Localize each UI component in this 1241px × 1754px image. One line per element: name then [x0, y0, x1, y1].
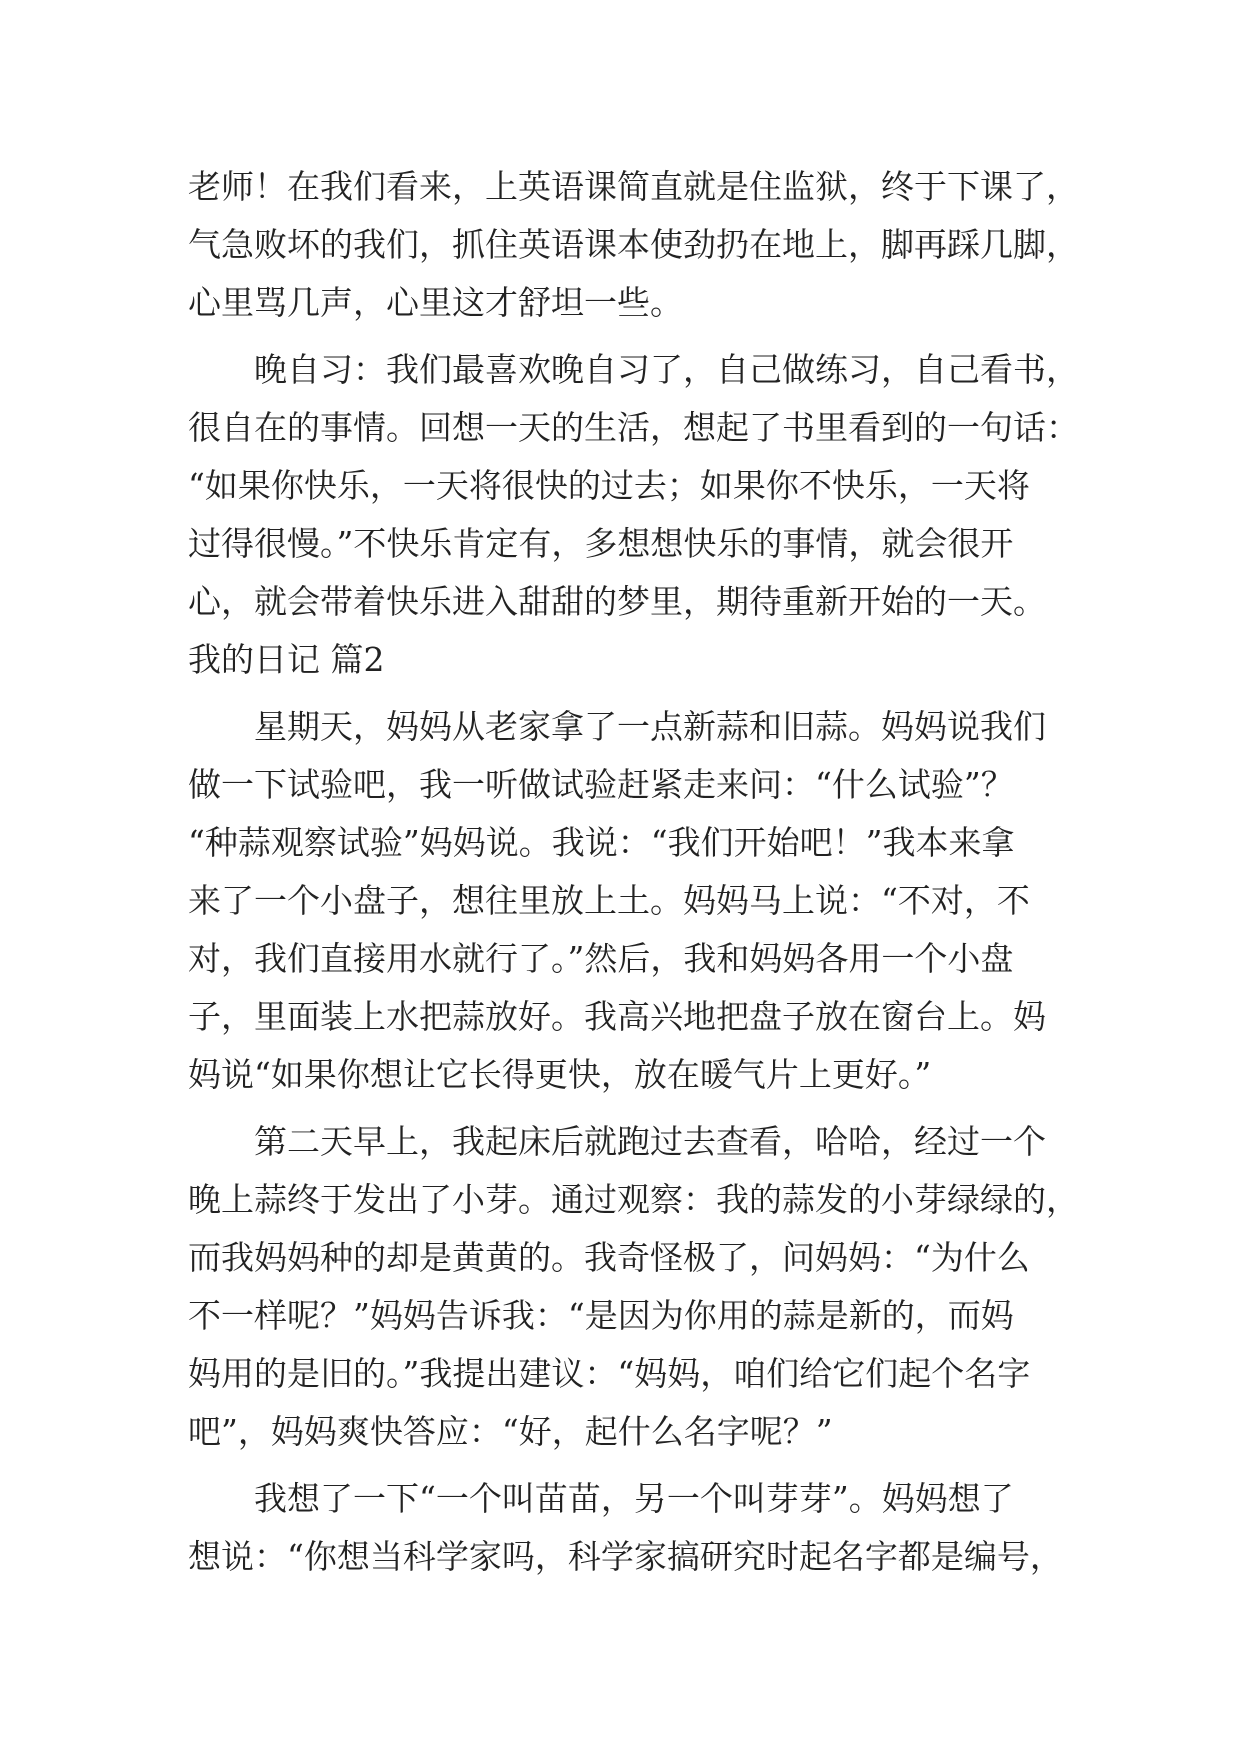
paragraph-start-line: 晚自习：我们最喜欢晚自习了，自己做练习，自己看书，	[254, 350, 1079, 389]
text-line: 妈用的是旧的。”我提出建议：“妈妈，咱们给它们起个名字	[188, 1354, 1031, 1393]
document-body	[188, 158, 1079, 1586]
text-line: “如果你快乐，一天将很快的过去；如果你不快乐，一天将	[188, 466, 1030, 505]
text-line: 而我妈妈种的却是黄黄的。我奇怪极了，问妈妈：“为什么	[188, 1238, 1030, 1277]
text-line: 老师！在我们看来，上英语课简直就是住监狱，终于下课了，	[188, 167, 1079, 206]
text-line: 心，就会带着快乐进入甜甜的梦里，期待重新开始的一天。	[188, 582, 1046, 621]
text-line: 做一下试验吧，我一听做试验赶紧走来问：“什么试验”？	[188, 765, 1014, 804]
text-line: “种蒜观察试验”妈妈说。我说：“我们开始吧！”我本来拿	[188, 823, 1015, 862]
text-line: 来了一个小盘子，想往里放上土。妈妈马上说：“不对，不	[188, 881, 1030, 920]
text-line: 对，我们直接用水就行了。”然后，我和妈妈各用一个小盘	[188, 939, 1014, 978]
text-line: 不一样呢？”妈妈告诉我：“是因为你用的蒜是新的，而妈	[188, 1296, 1014, 1335]
paragraph-start-line: 我想了一下“一个叫苗苗，另一个叫芽芽”。妈妈想了	[254, 1479, 1014, 1518]
section-heading: 我的日记 篇2	[188, 640, 385, 679]
paragraph-start-line: 星期天，妈妈从老家拿了一点新蒜和旧蒜。妈妈说我们	[254, 707, 1046, 746]
text-line: 很自在的事情。回想一天的生活，想起了书里看到的一句话：	[188, 408, 1079, 447]
paragraph-start-line: 第二天早上，我起床后就跑过去查看，哈哈，经过一个	[254, 1122, 1046, 1161]
text-line: 心里骂几声，心里这才舒坦一些。	[188, 283, 683, 322]
text-line: 晚上蒜终于发出了小芽。通过观察：我的蒜发的小芽绿绿的，	[188, 1180, 1079, 1219]
text-line: 妈说“如果你想让它长得更快，放在暖气片上更好。”	[188, 1055, 932, 1094]
text-line: 子，里面装上水把蒜放好。我高兴地把盘子放在窗台上。妈	[188, 997, 1046, 1036]
text-line: 过得很慢。”不快乐肯定有，多想想快乐的事情，就会很开	[188, 524, 1014, 563]
text-line: 想说：“你想当科学家吗，科学家搞研究时起名字都是编号，	[188, 1537, 1063, 1576]
text-line: 吧”，妈妈爽快答应：“好，起什么名字呢？”	[188, 1412, 833, 1451]
text-line: 气急败坏的我们，抓住英语课本使劲扔在地上，脚再踩几脚，	[188, 225, 1079, 264]
